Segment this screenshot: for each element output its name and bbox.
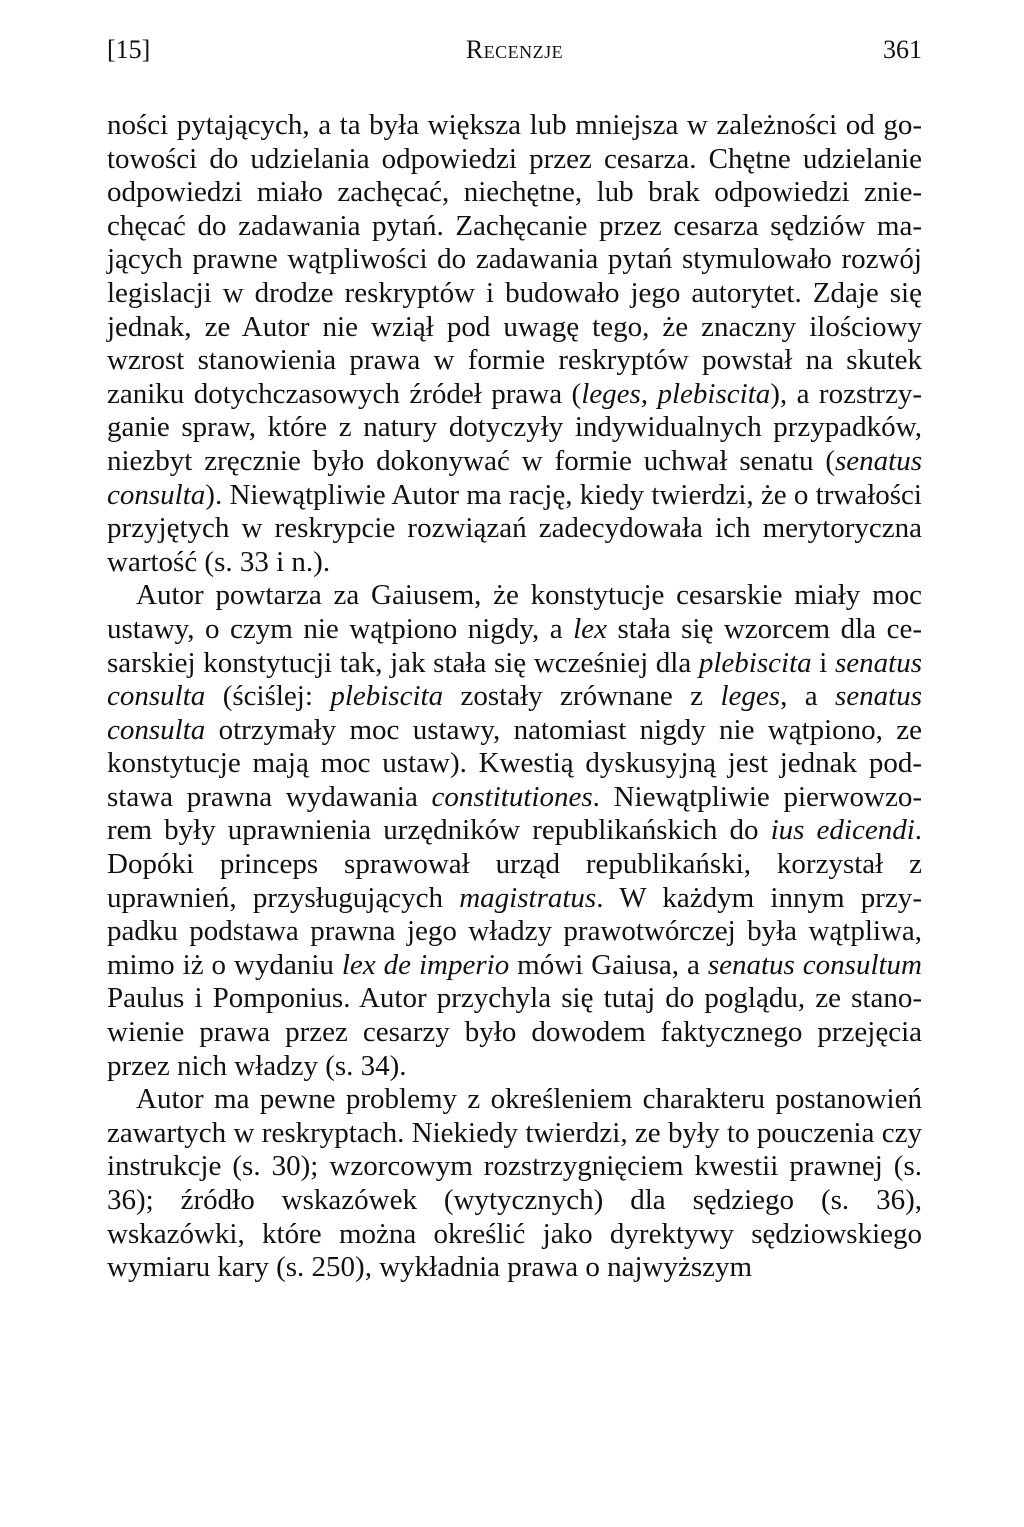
italic-term: constitutiones — [431, 780, 593, 813]
paragraph — [107, 579, 922, 1083]
italic-term: plebiscita — [330, 680, 444, 713]
italic-term: magistratus — [459, 881, 597, 914]
italic-term: leges — [720, 680, 781, 713]
italic-term: senatus consulta — [107, 646, 922, 713]
page-header — [107, 34, 922, 66]
text-run: Autor powtarza za Gaiusem, że konstytucje cesarskie miały moc ustawy, o czym nie wątpiono nigdy, a — [107, 579, 922, 645]
italic-term: plebiscita — [698, 646, 812, 679]
text-run: ). Niewątpliwie Autor ma rację, kiedy twierdzi, że o trwałości przyjętych w reskrypcie rozwiązań zadecydowała ich merytoryczna wartość (s. 33 i n.). — [107, 478, 922, 578]
text-run: i — [811, 646, 835, 679]
text-run: . Dopóki princeps sprawował urząd republikański, korzystał z uprawnień, przysługujących — [107, 814, 922, 914]
italic-term: ius edicendi — [770, 814, 915, 847]
text-run: . Niewątpliwie pierwowzorem były uprawnienia urzędników republikańskich do — [107, 780, 923, 847]
text-run: ności pytających, a ta była większa lub mniejsza w zależności od gotowości do udzielania odpowiedzi przez cesarza. Chętne udzielanie odpowiedzi miało zachęcać, niechętne, lub brak odpowiedzi zniechęcać do zadawania pytań. Zachęcanie przez cesarza sędziów mających prawne wątpliwości do zadawania pytań stymulowało rozwój legislacji w drodze reskryptów i budowało jego autorytet. Zdaje się jednak, ze Autor nie wziął pod uwagę tego, że znaczny ilościowy wzrost stanowienia prawa w formie reskryptów powstał na skutek zaniku dotychczasowych źródeł prawa ( — [107, 109, 922, 410]
italic-term: lex — [573, 612, 607, 645]
running-title: Recenzje — [465, 35, 564, 64]
paragraph — [107, 109, 922, 579]
text-run: (ściślej: — [205, 680, 331, 713]
page-number: 361 — [883, 35, 922, 64]
text-run: , a — [780, 680, 836, 713]
italic-term: senatus consultum — [707, 948, 922, 981]
body-text — [107, 109, 922, 1285]
section-number: [15] — [107, 35, 151, 64]
text-run: . W każdym innym przypadku podstawa prawna jego władzy prawotwórczej była wątpliwa, mimo iż o wydaniu — [107, 881, 922, 981]
italic-term: senatus consulta — [107, 680, 923, 746]
italic-term: senatus consulta — [107, 444, 922, 511]
text-run: mówi Gaiusa, a — [509, 948, 708, 981]
text-run: ), a rozstrzyganie spraw, które z natury dotyczyły indywidualnych przypadków, niezbyt zręcznie było dokonywać w formie uchwał senatu ( — [107, 377, 922, 477]
text-run: zostały zrównane z — [443, 680, 721, 713]
text-run: Autor ma pewne problemy z określeniem charakteru postanowień zawartych w reskryptach. Niekiedy twierdzi, ze były to pouczenia czy instrukcje (s. 30); wzorcowym rozstrzygnięciem kwestii prawnej (s. 36); źródło wskazówek (wytycznych) dla sędziego (s. 36), wskazówki, które można określić jako dyrektywy sędziowskiego wymiaru kary (s. 250), wykładnia prawa o najwyższym — [107, 1083, 922, 1284]
italic-term: leges, plebiscita — [581, 377, 771, 410]
text-run: Paulus i Pomponius. Autor przychyla się tutaj do poglądu, ze stanowienie prawa przez cesarzy było dowodem faktycznego przejęcia przez nich władzy (s. 34). — [107, 982, 922, 1082]
text-run: stała się wzorcem dla cesarskiej konstytucji tak, jak stała się wcześniej dla — [107, 612, 922, 679]
text-run: otrzymały moc ustawy, natomiast nigdy nie wątpiono, ze konstytucje mają moc ustaw). Kwestią dyskusyjną jest jednak podstawa prawna wydawania — [107, 713, 922, 813]
italic-term: lex de imperio — [341, 948, 510, 981]
paragraph — [107, 1083, 922, 1285]
